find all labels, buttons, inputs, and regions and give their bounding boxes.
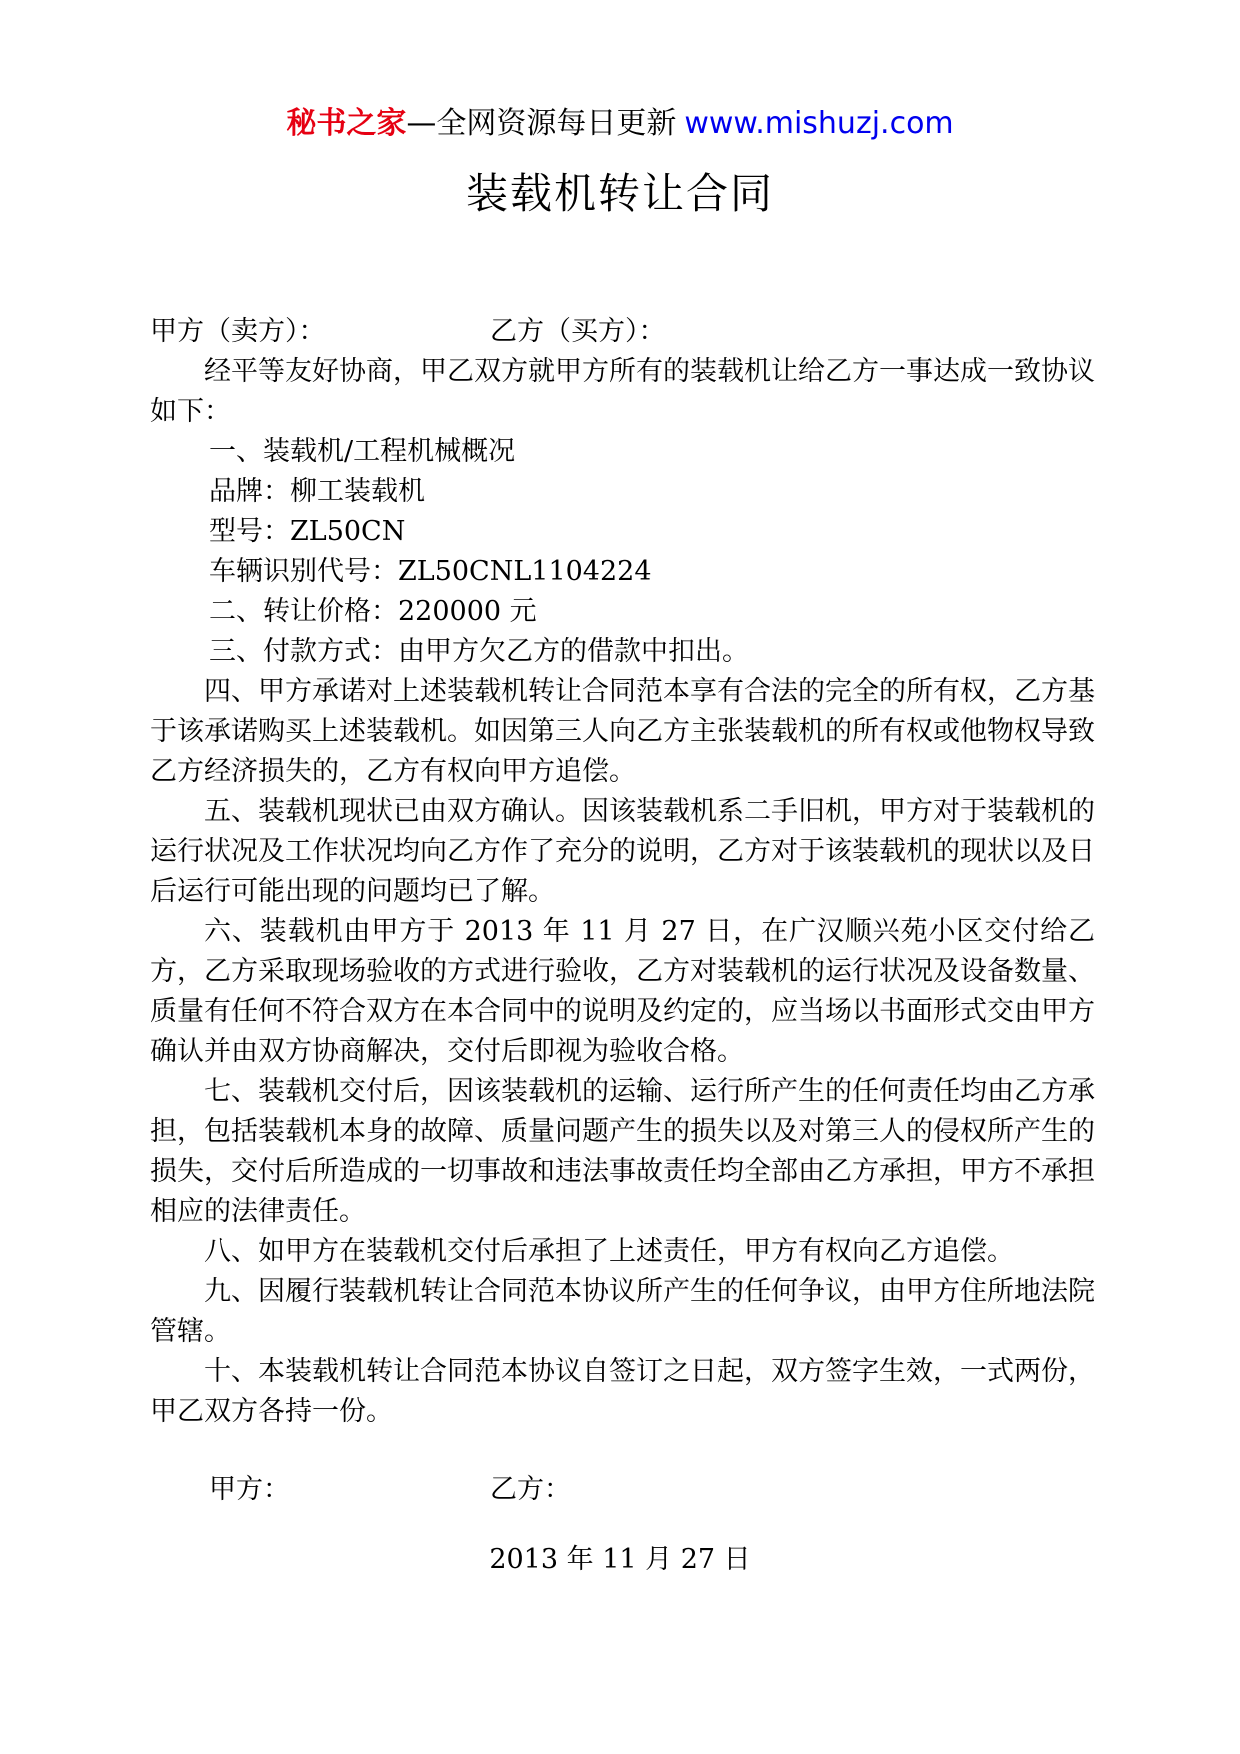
machine-vin: 车辆识别代号：ZL50CNL1104224: [209, 556, 652, 587]
site-url-link[interactable]: www.mishuzj.com: [684, 106, 954, 141]
parties-line: [150, 312, 1095, 352]
clause-4: 四、甲方承诺对上述装载机转让合同范本享有合法的完全的所有权，乙方基于该承诺购买上述装载机。如因第三人向乙方主张装载机的所有权或他物权导致乙方经济损失的，乙方有权向甲方追偿。: [150, 676, 1095, 787]
site-brand: 秘书之家: [286, 106, 407, 141]
signature-party-b: 乙方：: [490, 1474, 571, 1505]
clause-9: 九、因履行装载机转让合同范本协议所产生的任何争议，由甲方住所地法院管辖。: [150, 1276, 1095, 1347]
intro-paragraph: 经平等友好协商，甲乙双方就甲方所有的装载机让给乙方一事达成一致协议如下：: [150, 356, 1095, 427]
section-machine-overview: 一、装载机/工程机械概况: [209, 436, 516, 467]
clause-5: 五、装载机现状已由双方确认。因该装载机系二手旧机，甲方对于装载机的运行状况及工作状况均向乙方作了充分的说明，乙方对于该装载机的现状以及日后运行可能出现的问题均已了解。: [150, 796, 1095, 907]
signature-party-a: 甲方：: [209, 1474, 290, 1505]
payment-method: 三、付款方式：由甲方欠乙方的借款中扣出。: [209, 636, 749, 667]
transfer-price: 二、转让价格：220000 元: [209, 596, 537, 627]
clause-10: 十、本装载机转让合同范本协议自签订之日起，双方签字生效，一式两份，甲乙双方各持一份。: [150, 1356, 1095, 1427]
machine-brand: 品牌：柳工装载机: [209, 476, 425, 507]
party-b-buyer: 乙方（买方）：: [490, 316, 666, 347]
signature-line: [209, 1470, 571, 1510]
document-body: [150, 312, 1095, 1432]
document-title: 装载机转让合同: [465, 169, 774, 218]
machine-model: 型号：ZL50CN: [209, 516, 406, 547]
party-a-seller: 甲方（卖方）：: [150, 316, 326, 347]
clause-6: 六、装载机由甲方于 2013 年 11 月 27 日，在广汉顺兴苑小区交付给乙方，乙方采取现场验收的方式进行验收，乙方对装载机的运行状况及设备数量、质量有任何不符合双方在本合同中的说明及约定的，应当场以书面形式交由甲方确认并由双方协商解决，交付后即视为验收合格。: [150, 916, 1095, 1067]
clause-7: 七、装载机交付后，因该装载机的运输、运行所产生的任何责任均由乙方承担，包括装载机本身的故障、质量问题产生的损失以及对第三人的侵权所产生的损失，交付后所造成的一切事故和违法事故责任均全部由乙方承担，甲方不承担相应的法律责任。: [150, 1076, 1095, 1227]
signing-date: 2013 年 11 月 27 日: [489, 1544, 751, 1575]
site-slogan: —全网资源每日更新: [406, 106, 677, 141]
clause-8: 八、如甲方在装载机交付后承担了上述责任，甲方有权向乙方追偿。: [204, 1236, 1014, 1267]
site-banner: [0, 104, 1240, 144]
